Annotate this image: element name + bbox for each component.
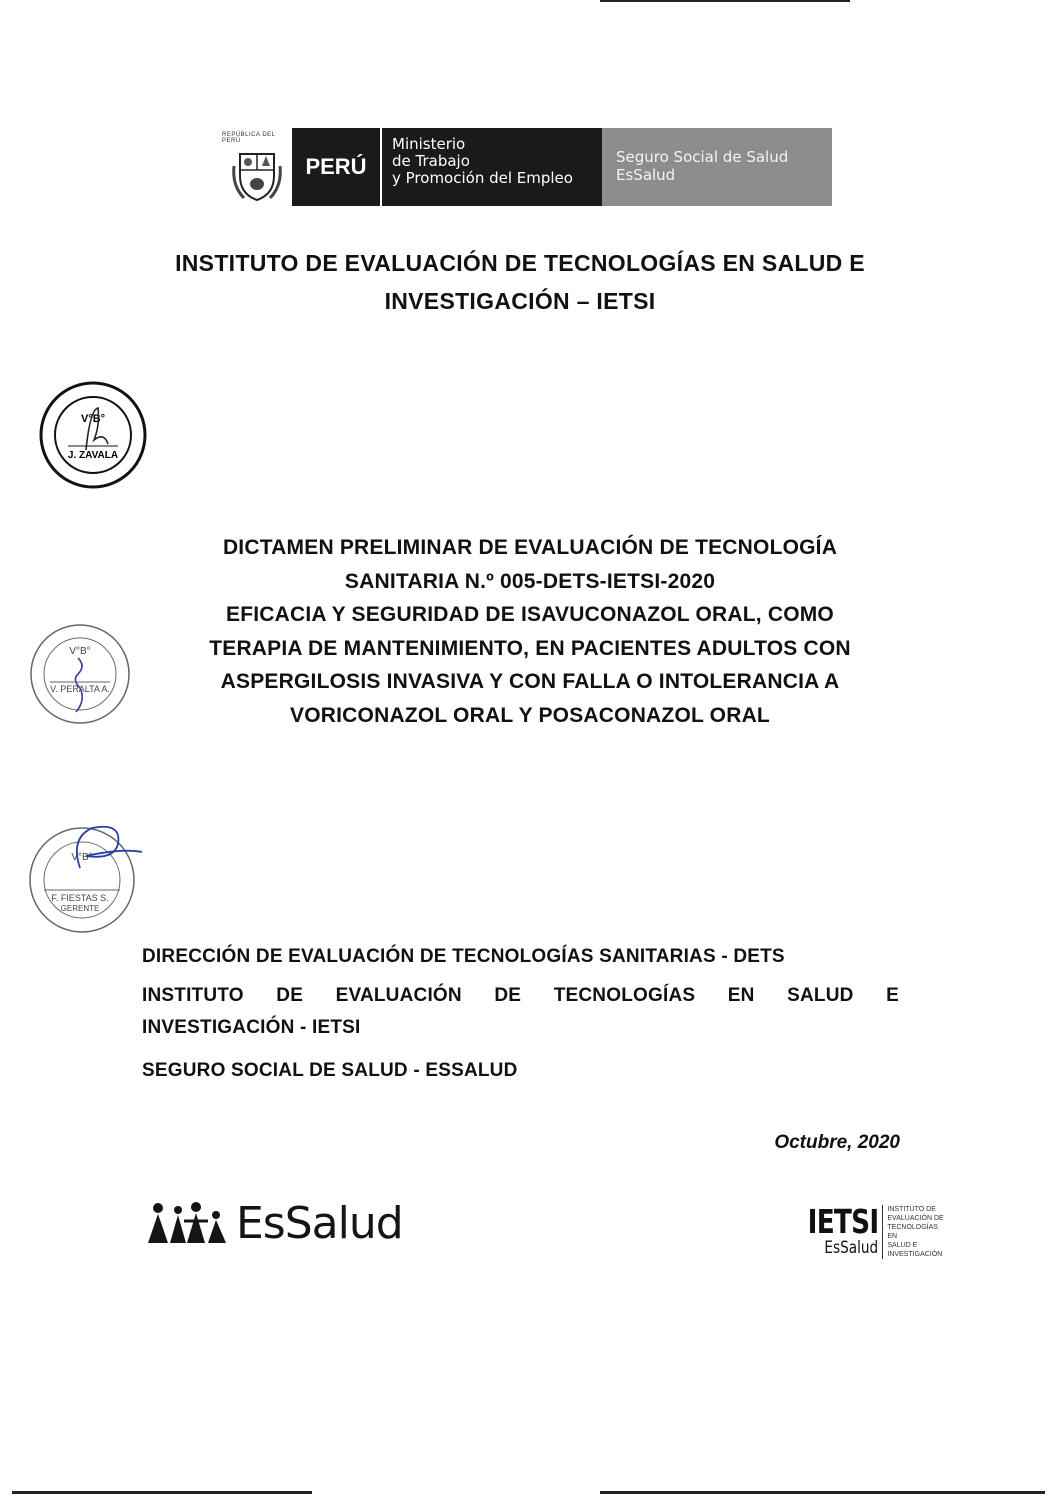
dictamen-title xyxy=(110,531,950,733)
essalud-line: Seguro Social de Salud xyxy=(616,148,789,166)
essalud-label xyxy=(602,128,832,206)
dictamen-line: VORICONAZOL ORAL Y POSACONAZOL ORAL xyxy=(290,703,770,727)
family-icon xyxy=(146,1201,232,1247)
essalud-logo xyxy=(146,1198,403,1249)
ietsi-desc-line: EVALUACIÓN DE xyxy=(887,1215,944,1222)
institute-title-line: INVESTIGACIÓN – IETSI xyxy=(384,288,656,314)
ietsi-desc-line: TECNOLOGÍAS EN xyxy=(887,1224,938,1240)
institute-title-line: INSTITUTO DE EVALUACIÓN DE TECNOLOGÍAS EN SALUD E xyxy=(175,250,865,276)
scan-edge-top xyxy=(600,0,850,2)
document-date: Octubre, 2020 xyxy=(774,1132,900,1153)
peru-label: PERÚ xyxy=(292,128,382,206)
stamp-role: GERENTE xyxy=(60,904,100,913)
ietsi-logo xyxy=(790,1202,947,1259)
ietsi-desc-line: INSTITUTO DE xyxy=(887,1206,936,1213)
org-essalud: SEGURO SOCIAL DE SALUD - ESSALUD xyxy=(142,1060,518,1081)
dictamen-line: TERAPIA DE MANTENIMIENTO, EN PACIENTES ADULTOS CON xyxy=(209,636,851,660)
ietsi-subword: EsSalud xyxy=(824,1238,879,1258)
scan-edge-bottom-right xyxy=(600,1491,1045,1494)
org-dets: DIRECCIÓN DE EVALUACIÓN DE TECNOLOGÍAS SANITARIAS - DETS xyxy=(142,946,785,967)
essalud-wordmark: EsSalud xyxy=(236,1198,403,1249)
ietsi-desc-line: SALUD E xyxy=(887,1242,918,1249)
org-ietsi-line1: INSTITUTO DE EVALUACIÓN DE TECNOLOGÍAS EN SALUD E xyxy=(142,985,899,1006)
peru-coat-of-arms-icon xyxy=(222,128,292,206)
scan-edge-bottom-left xyxy=(12,1491,312,1494)
ministry-line: Ministerio xyxy=(392,135,466,153)
ministry-line: y Promoción del Empleo xyxy=(392,169,573,187)
government-banner xyxy=(222,128,832,206)
institute-title xyxy=(100,244,940,320)
ietsi-description xyxy=(882,1205,947,1259)
stamp-name: J. ZAVALA xyxy=(67,450,119,461)
approval-stamp-zavala xyxy=(38,380,148,490)
dictamen-line: ASPERGILOSIS INVASIVA Y CON FALLA O INTOLERANCIA A xyxy=(220,670,840,694)
dictamen-line: DICTAMEN PRELIMINAR DE EVALUACIÓN DE TECNOLOGÍA xyxy=(222,536,838,559)
dictamen-line: EFICACIA Y SEGURIDAD DE ISAVUCONAZOL ORAL, COMO xyxy=(226,603,834,627)
approval-stamp-fiestas xyxy=(22,818,146,938)
ministry-line: de Trabajo xyxy=(392,152,470,170)
essalud-line: EsSalud xyxy=(616,166,676,184)
dictamen-line: SANITARIA N.º 005-DETS-IETSI-2020 xyxy=(344,569,716,593)
shield-text: REPÚBLICA DEL PERÚ xyxy=(222,132,276,144)
stamp-name: F. FIESTAS S. xyxy=(51,893,109,903)
ministry-label xyxy=(382,128,602,206)
org-ietsi-line2: INVESTIGACIÓN - IETSI xyxy=(142,1017,361,1038)
stamp-vb: V°B° xyxy=(80,413,106,425)
stamp-vb: V°B° xyxy=(71,852,93,863)
stamp-vb: V°B° xyxy=(69,646,91,657)
ietsi-wordmark: IETSI xyxy=(807,1202,879,1241)
stamp-name: V. PERALTA A. xyxy=(50,684,110,694)
ietsi-desc-line: INVESTIGACIÓN xyxy=(887,1251,943,1258)
